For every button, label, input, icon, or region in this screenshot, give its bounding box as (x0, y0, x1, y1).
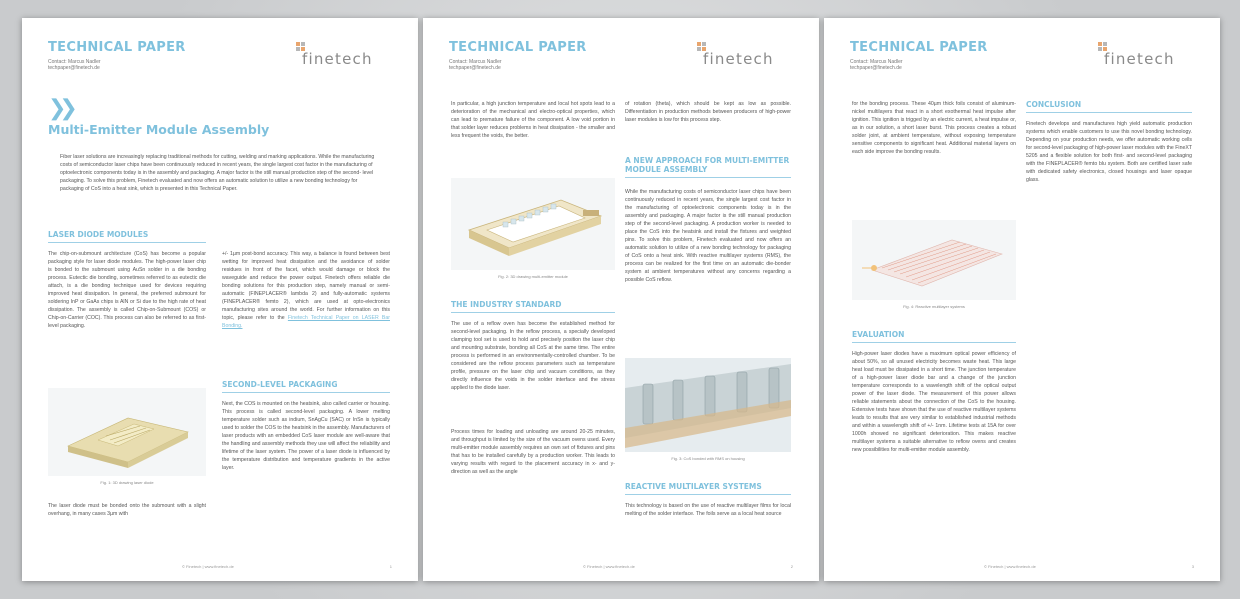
column2-top-text: of rotation (theta), which should be kept as low as possible. Differentiation in production methods between producers of high-power laser modules is low for this process step. (625, 101, 791, 123)
page-footer: © Finetech | www.finetech.de (984, 564, 1036, 569)
section-text-industry-standard-2: Process times for loading and unloading are around 20-25 minutes, and throughput is limited by the size of the vacuum ovens used. Every multi-emitter module assembly requires an own set of fixtures and pins that has to be installed carefully by a production worker. This leads to varying results with regard to the placement accuracy in x- and y-direction as well as the angle (451, 429, 615, 475)
section-text-new-approach: While the manufacturing costs of semiconductor laser chips have been continuously reduced in recent years, the single largest cost factor in the manufacturing of optoelectronic components today is in the assembly and packaging. A major factor is the still manual production step of the second-level packaging. A production worker is needed to place the CoS into the heatsink and install the fixtures and weighted pins. To solve this problem, Finetech evaluated and now offers an automatic solution to utilize of a new bonding technology for packaging of CoS onto a heat sink. With reactive multilayer systems (RMS), the process can be realized for the first time on an automatic die-bonder system at ambient temperatures without any concerns regarding a possible CoS reflow. (625, 189, 791, 283)
column2-text (222, 250, 390, 330)
figure-caption-1: Fig. 1: 3D drawing laser diode (100, 480, 154, 485)
section-heading-conclusion: CONCLUSION (1026, 100, 1192, 113)
logo-text: finetech (1104, 50, 1175, 68)
header-contact (48, 59, 101, 71)
paper-page-3 (824, 18, 1220, 581)
section-heading-second-level-packaging: SECOND-LEVEL PACKAGING (222, 380, 390, 393)
logo-text: finetech (703, 50, 774, 68)
header-title: TECHNICAL PAPER (48, 40, 186, 55)
header-title: TECHNICAL PAPER (850, 40, 988, 55)
figure-cos-bonded-rms (625, 358, 791, 452)
section-heading-laser-diode-modules: LASER DIODE MODULES (48, 230, 206, 243)
figure-reactive-multilayer (852, 220, 1016, 300)
logo-text: finetech (302, 50, 373, 68)
column1-top-text: for the bonding process. These 40µm thick foils consist of aluminum-nickel multilayers that react in a short exothermal heat impulse after ignition. This ignition is trigged by an electric current, a heat impulse or, as in our solution, a short laser burst. This process creates a robust solder joint, at ambient temperature, without exposing temperature sensitive components to significant heat. Additional material layers on each side improve the bonding results. (852, 101, 1016, 155)
section-text-reactive-multilayer: This technology is based on the use of reactive multilayer films for local melting of the solder interface. The foils serve as a local heat source (625, 503, 791, 517)
section-heading-industry-standard: THE INDUSTRY STANDARD (451, 300, 615, 313)
finetech-logo (1098, 42, 1188, 68)
page-footer: © Finetech | www.finetech.de (182, 564, 234, 569)
contact-email[interactable]: techpaper@finetech.de (850, 65, 902, 71)
section-text-evaluation: High-power laser diodes have a maximum optical power efficiency of about 50%, so all unused electricity becomes waste heat. This large heat load must be dissipated in a short time. The junction temperature of a high-power laser diode bar and a change of the junction temperature corresponds to a wavelength shift of the optical output power of the laser diode. The measurement of this power allows reliable statements about the connection of the CoS to the housing. Extensive tests have shown that the use of reactive multilayer systems leads to results that are very similar to established industrial methods and within a wavelength shift of +/- 1nm. Lifetime tests at 15A for over 1000h showed no significant deterioration. This makes reactive multilayer systems a suitable alternative to reflow ovens and creates new possibilities for multi-emitter module assembly. (852, 351, 1016, 453)
column1-top-text: In particular, a high junction temperature and local hot spots lead to a deterioration of the mechanical and electro-optical properties, which can lead to premature failure of the component. A low void portion in that solder layer reduces problems in heat dissipation - the smaller and less frequent the voids, the better. (451, 101, 615, 139)
section-heading-new-approach: A NEW APPROACH FOR MULTI-EMITTER MODULE ASSEMBLY (625, 156, 791, 178)
figure-multi-emitter-module (451, 178, 615, 270)
technical-paper-link[interactable]: Finetech Technical Paper on LASER Bar Bonding. (222, 315, 390, 329)
contact-email[interactable]: techpaper@finetech.de (449, 65, 501, 71)
contact-email[interactable]: techpaper@finetech.de (48, 65, 100, 71)
paper-page-2 (423, 18, 819, 581)
abstract: Fiber laser solutions are increasingly replacing traditional methods for cutting, welding and marking applications. While the manufacturing costs of semiconductor laser chips have been continuously reduced in recent years, the single largest cost factor in the manufacturing of optoelectronic components today is in the assembly and packaging. A major factor is the still manual production step of the second- level packaging. To solve this problem, Finetech evaluated and now offers an automatic solution to utilize a new bonding technology for packaging of CoS into a heat sink, which is presented in this Technical Paper. (60, 154, 375, 192)
paper-page-1 (22, 18, 418, 581)
header-title: TECHNICAL PAPER (449, 40, 587, 55)
double-chevron-right-icon: ❯❯ (48, 96, 71, 121)
section-heading-reactive-multilayer: REACTIVE MULTILAYER SYSTEMS (625, 482, 791, 495)
bottom-text: The laser diode must be bonded onto the submount with a slight overhang, in many cases 3µm with (48, 503, 206, 517)
figure-laser-diode (48, 388, 206, 476)
section-text-industry-standard: The use of a reflow oven has become the established method for second-level packaging. In the reflow process, a specially developed clamping tool set is used to hold and precisely position the laser chip and mounting substrate, bonding all CoS at the same time. The entire process is performed in an environmentally-controlled chamber. To be considered are the reflow process parameters such as temperature profile, pressure on the laser chip and vacuum conditions, as they directly influence the voids in the solder interface and the stress applied to the diode laser. (451, 321, 615, 391)
contact-name: Contact: Marcus Nadler (48, 59, 101, 65)
header-contact (449, 59, 502, 71)
section-text-laser-diode-modules: The chip-on-submount architecture (CoS) has become a popular packaging style for laser diode modules. The high-power laser chip is bonded to the submount using AuSn solder in a die bonding process. Eutectic die bonding, sometimes referred to as eutectic die attach, is a die bonding technique used for devices requiring improved heat dissipation. In general, the preferred submount for soldering InP or GaAs chips is AlN or Si due to the high rate of heat dissipation. The assembly is called Chip-on-Submount (COS) or Chip-on-Carrier (COC). This process can also be referred to as first-level packaging. (48, 251, 206, 329)
page-number: 3 (1191, 564, 1194, 569)
section-heading-evaluation: EVALUATION (852, 330, 1016, 343)
contact-name: Contact: Marcus Nadler (449, 59, 502, 65)
figure-caption-2: Fig. 2: 3D drawing multi-emitter module (498, 274, 568, 279)
section-text-conclusion: Finetech develops and manufactures high yield automatic production systems which enable customers to use this novel bonding technology. Depending on your production needs, we offer automatic working cells for second-level packaging of high-power laser modules with the FineXT 5205 and a flexible solution for both first- and second-level packaging with the FINEPLACER® femto blu system. Both are certified laser safe with dedicated safety electronics, closed housings and laser opaque glass. (1026, 121, 1192, 183)
column2-body: +/- 1µm post-bond accuracy. This way, a balance is found between best wetting for improved heat dissipation and the avoidance of solder residues in front of the facet, which would damage or block the waveguide and reduce the power output. Finetech offers reliable die bonding solutions for this production step, namely manual or semi-automatic (FINEPLACER® lambda 2) and fully-automatic systems (FINEPLACER® femto 2), which are used at opto-electronics manufacturing sites around the world. For further information on this topic, please refer to the (222, 251, 390, 321)
page-title: Multi-Emitter Module Assembly (48, 122, 270, 137)
finetech-logo (697, 42, 787, 68)
section-text-second-level-packaging: Next, the COS is mounted on the heatsink, also called carrier or housing. This process is called second-level packaging. A lower melting temperature solder such as indium, SnAgCu (SAC) or InSn is typically used to solder the COS to the heatsink in the assembly. Manufacturers of laser products with an embedded CoS laser module are well-aware that the handling and assembly methods they use will affect the reliability and lifetime of the laser system. The power of a laser diode is influenced by the temperature distribution and temperature gradients in the active layer. (222, 401, 391, 471)
page-footer: © Finetech | www.finetech.de (583, 564, 635, 569)
figure-caption-3: Fig. 3: CoS bonded with RMS on housing (671, 456, 745, 461)
header-contact (850, 59, 903, 71)
figure-caption-4: Fig. 4: Reactive multilayer systems (903, 304, 965, 309)
page-number: 1 (389, 564, 392, 569)
page-number: 2 (790, 564, 793, 569)
contact-name: Contact: Marcus Nadler (850, 59, 903, 65)
finetech-logo (296, 42, 386, 68)
